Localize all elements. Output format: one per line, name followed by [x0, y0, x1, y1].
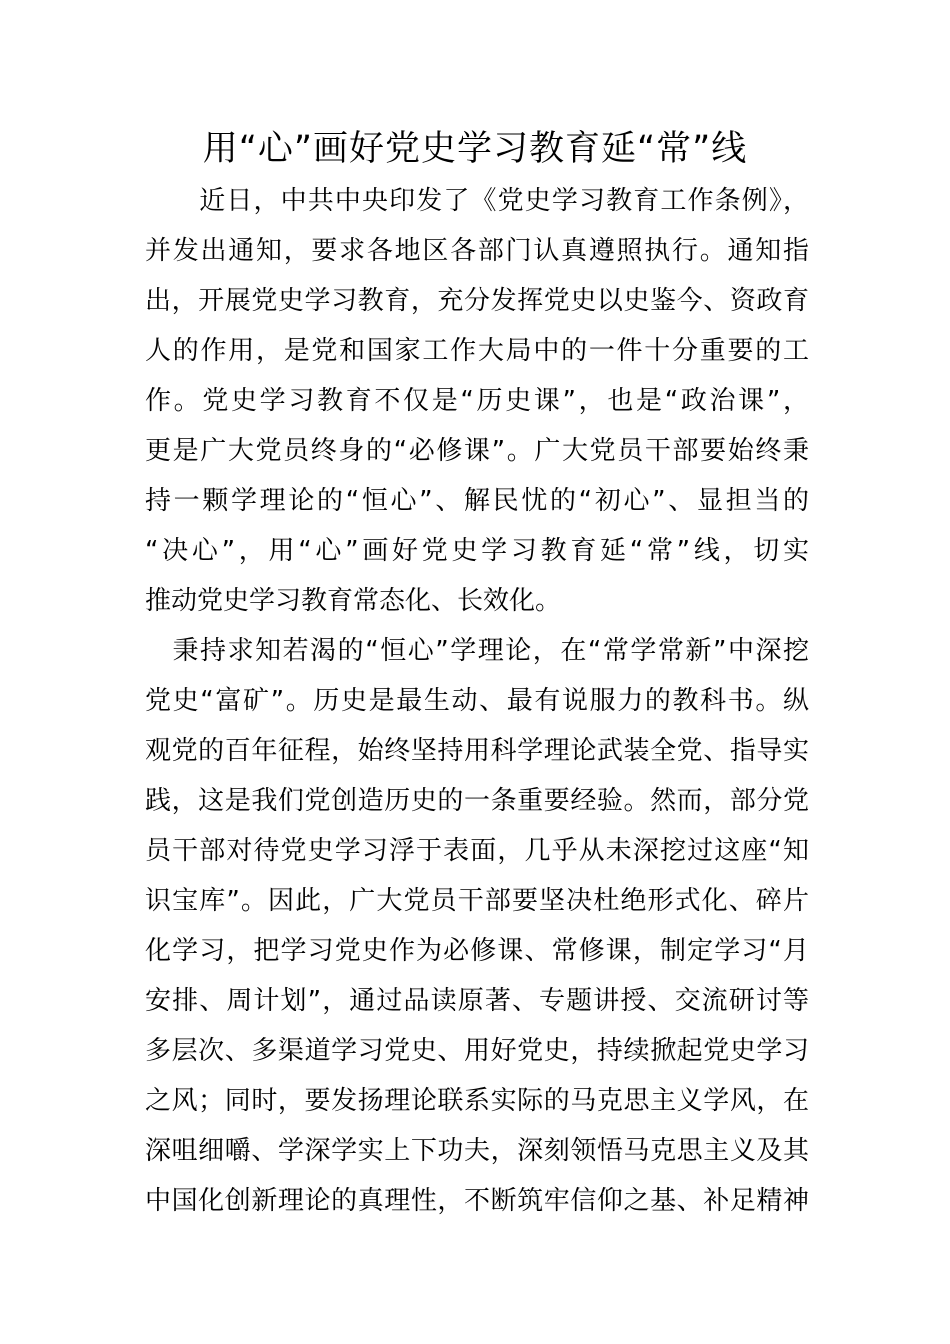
text-line: 推动党史学习教育常态化、长效化。	[145, 586, 562, 616]
text-line: 践，这是我们党创造历史的一条重要经验。然而，部分党	[145, 786, 809, 816]
document-title: 用“心”画好党史学习教育延“常”线	[202, 129, 748, 169]
text-line: 多层次、多渠道学习党史、用好党史，持续掀起党史学习	[145, 1036, 809, 1066]
text-line: 之风；同时，要发扬理论联系实际的马克思主义学风，在	[145, 1086, 809, 1116]
text-line: 识宝库”。因此，广大党员干部要坚决杜绝形式化、碎片	[145, 886, 809, 916]
text-line: 中国化创新理论的真理性，不断筑牢信仰之基、补足精神	[145, 1186, 809, 1216]
text-line: 持一颗学理论的“恒心”、解民忧的“初心”、显担当的	[145, 486, 809, 516]
text-line: 作。党史学习教育不仅是“历史课”，也是“政治课”，	[145, 386, 809, 416]
text-line: 出，开展党史学习教育，充分发挥党史以史鉴今、资政育	[145, 286, 809, 316]
text-line: 深咀细嚼、学深学实上下功夫，深刻领悟马克思主义及其	[145, 1136, 809, 1166]
text-line: 人的作用，是党和国家工作大局中的一件十分重要的工	[145, 336, 809, 366]
text-line: 并发出通知，要求各地区各部门认真遵照执行。通知指	[145, 236, 809, 266]
text-line: 秉持求知若渴的“恒心”学理论，在“常学常新”中深挖	[145, 636, 809, 666]
text-line: 更是广大党员终身的“必修课”。广大党员干部要始终秉	[145, 436, 809, 466]
text-line: 员干部对待党史学习浮于表面，几乎从未深挖过这座“知	[145, 836, 809, 866]
text-line: “决心”，用“心”画好党史学习教育延“常”线，切实	[145, 536, 809, 566]
document-body	[145, 176, 809, 1226]
text-line: 近日，中共中央印发了《党史学习教育工作条例》，	[145, 186, 809, 216]
text-line: 安排、周计划”，通过品读原著、专题讲授、交流研讨等	[145, 986, 809, 1016]
text-line: 党史“富矿”。历史是最生动、最有说服力的教科书。纵	[145, 686, 809, 716]
text-line: 观党的百年征程，始终坚持用科学理论武装全党、指导实	[145, 736, 809, 766]
text-line: 化学习，把学习党史作为必修课、常修课，制定学习“月	[145, 936, 809, 966]
